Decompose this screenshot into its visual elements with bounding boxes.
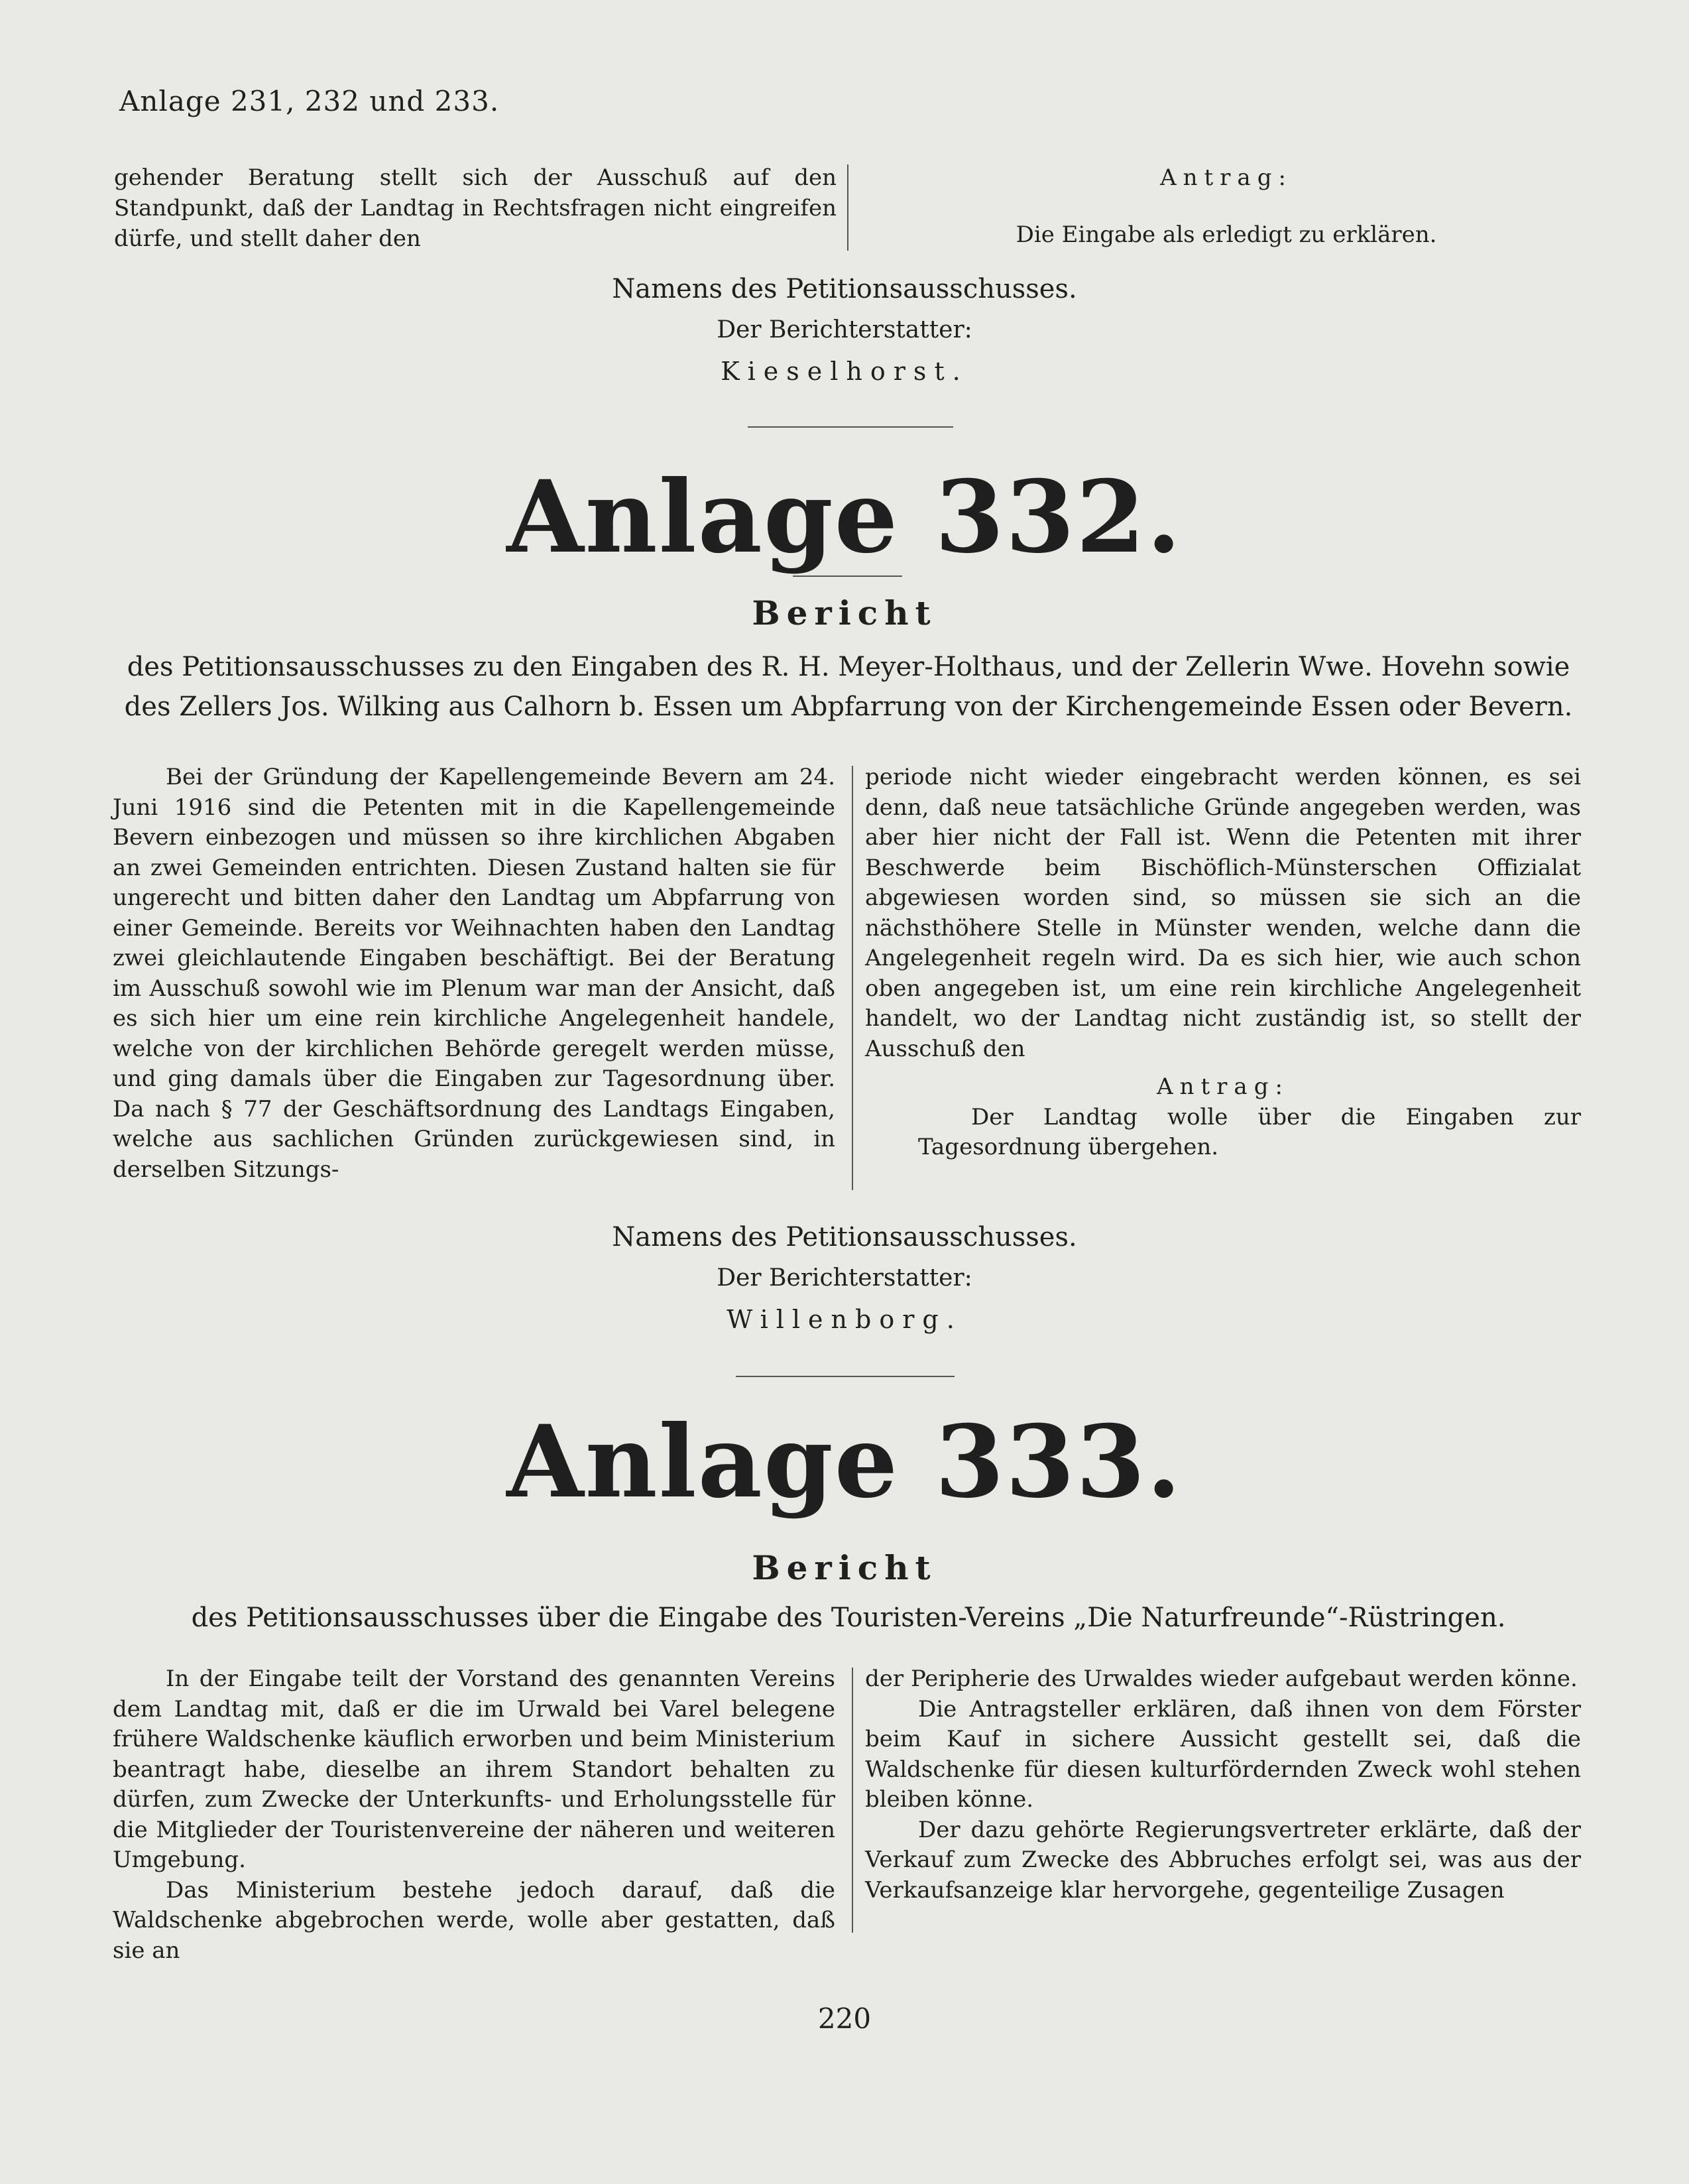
paragraph: Die Antragsteller erklären, daß ihnen von dem Förster beim Kauf in sichere Aussicht gestellt sei, daß die Waldschenke für diesen kulturfördernden Zweck wohl stehen bleiben könne. [865,1695,1581,1813]
reporter-name: Kieselhorst. [721,357,968,386]
reporter-label: Der Berichterstatter: [717,316,972,343]
bericht-label: Bericht [752,593,937,633]
antrag-text: Der Landtag wolle über die Eingaben zur Tagesordnung übergehen. [918,1103,1581,1160]
anlage-332-right-column [865,762,1581,1163]
section-rule [748,426,953,428]
anlage-332-subtitle [113,647,1584,727]
antrag-block [865,1072,1581,1103]
committee-name: Namens des Petitionsausschusses. [612,274,1077,304]
page-number: 220 [817,2002,872,2035]
antrag-heading: Antrag: [1157,1073,1289,1100]
section-rule [736,1376,955,1377]
anlage-333-right-column [865,1664,1581,1906]
antrag-text: Die Eingabe als erledigt zu erklären. [1016,221,1437,248]
prev-signature [0,269,1689,392]
anlage-332-left-column [113,762,835,1185]
anlage-333-left-column [113,1664,835,1966]
paragraph: Der dazu gehörte Regierungsvertreter erklärte, daß der Verkauf zum Zwecke des Abbruches erfolgt sei, was aus der Verkaufsanzeige klar hervorgehe, gegenteilige Zusagen [865,1816,1581,1904]
paragraph: periode nicht wieder eingebracht werden können, es sei denn, daß neue tatsächliche Gründe angegeben werden, was aber hier nicht der Fall ist. Wenn die Petenten mit ihrer Beschwerde beim Bischöflich-Münsterschen Offizialat abgewiesen worden sind, so müssen sie sich an die nächsthöhere Stelle in Münster wenden, welche dann die Angelegenheit regeln wird. Da es sich hier, wie auch schon oben angegeben ist, um eine rein kirchliche Angelegenheit handelt, wo der Landtag nicht zuständig ist, so stellt der Ausschuß den [865,764,1581,1062]
paragraph: Das Ministerium bestehe jedoch darauf, daß die Waldschenke abgebrochen werde, wolle aber gestatten, daß sie an [113,1876,835,1964]
reporter-name: Willenborg. [727,1305,962,1334]
paragraph: In der Eingabe teilt der Vorstand des genannten Vereins dem Landtag mit, daß er die im Urwald bei Varel belegene frühere Waldschenke käuflich erworben und beim Ministerium beantragt habe, dieselbe an ihrem Standort behalten zu dürfen, zum Zwecke der Unterkunfts- und Erholungsstelle für die Mitglieder der Touristenvereine der näheren und weiteren Umgebung. [113,1666,835,1873]
anlage-332-title: Anlage 332. [506,459,1183,576]
anlage-333-title: Anlage 333. [506,1404,1183,1520]
column-divider [852,766,853,1190]
subtitle-line: des Petitionsausschusses zu den Eingaben des R. H. Meyer-Holthaus, und der Zellerin Wwe. Hovehn sowie [127,652,1570,682]
subtitle-line: des Zellers Jos. Wilking aus Calhorn b. Essen um Abpfarrung von der Kirchengemeinde Essen oder Bevern. [124,692,1573,722]
bericht-label: Bericht [752,1548,937,1587]
title-rule [793,576,902,577]
column-divider [847,164,848,251]
prev-antrag [862,162,1591,250]
antrag-heading: Antrag: [1160,164,1293,191]
anlage-333-subtitle: des Petitionsausschusses über die Eingabe des Touristen-Vereins „Die Naturfreunde“-Rüstringen. [191,1603,1506,1633]
running-head: Anlage 231, 232 und 233. [119,85,500,117]
column-divider [852,1668,853,1933]
committee-name: Namens des Petitionsausschusses. [612,1222,1077,1252]
paragraph: Bei der Gründung der Kapellengemeinde Bevern am 24. Juni 1916 sind die Petenten mit in die Kapellengemeinde Bevern einbezogen und müssen so ihre kirchlichen Abgaben an zwei Gemeinden entrichten. Diesen Zustand halten sie für ungerecht und bitten daher den Landtag um Abpfarrung von einer Gemeinde. Bereits vor Weihnachten haben den Landtag zwei gleichlautende Eingaben beschäftigt. Bei der Beratung im Ausschuß sowohl wie im Plenum war man der Ansicht, daß es sich hier um eine rein kirchliche Angelegenheit handele, welche von der kirchlichen Behörde geregelt werden müsse, und ging damals über die Eingaben zur Tagesordnung über. Da nach § 77 der Geschäftsordnung des Landtags Eingaben, welche aus sachlichen Gründen zurückgewiesen sind, in derselben Sitzungs- [113,764,835,1183]
anlage-332-signature [0,1217,1689,1340]
prev-left-text: gehender Beratung stellt sich der Ausschuß auf den Standpunkt, daß der Landtag in Rechtsfragen nicht eingreifen dürfe, und stellt daher den [114,164,837,252]
reporter-label: Der Berichterstatter: [717,1264,972,1292]
paragraph: der Peripherie des Urwaldes wieder aufgebaut werden könne. [865,1666,1578,1692]
